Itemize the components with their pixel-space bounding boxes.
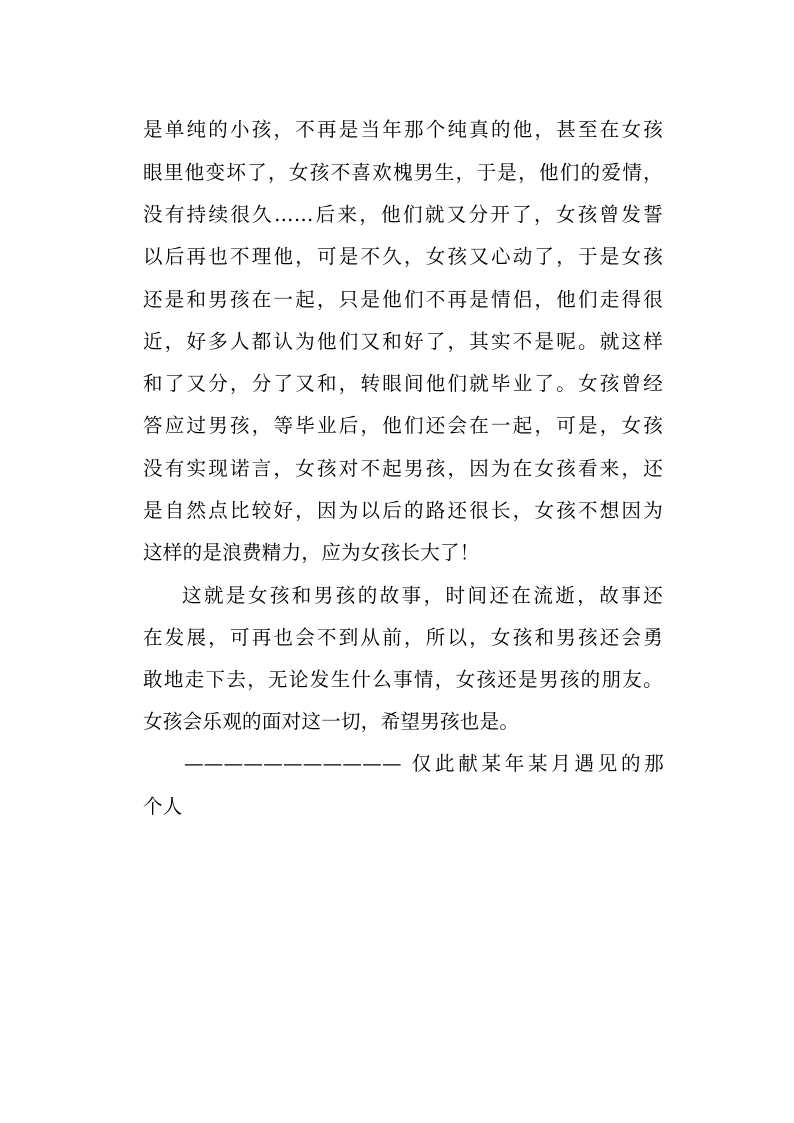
paragraph-1-line-3: 没有持续很久……后来，他们就又分开了，女孩曾发誓 [143,203,663,226]
paragraph-1-line-2: 眼里他变坏了，女孩不喜欢槐男生，于是，他们的爱情， [143,161,663,184]
paragraph-1-line-6: 近，好多人都认为他们又和好了，其实不是呢。就这样 [143,330,663,353]
paragraph-1-line-1: 是单纯的小孩，不再是当年那个纯真的他，甚至在女孩 [143,118,663,141]
paragraph-1-line-10: 是自然点比较好，因为以后的路还很长，女孩不想因为 [143,499,663,522]
paragraph-2-line-2: 在发展，可再也会不到从前，所以，女孩和男孩还会勇 [143,626,663,649]
paragraph-1-line-5: 还是和男孩在一起，只是他们不再是情侣，他们走得很 [143,288,663,311]
paragraph-1-line-11: 这样的是浪费精力，应为女孩长大了！ [143,541,480,564]
paragraph-1-line-9: 没有实现诺言，女孩对不起男孩，因为在女孩看来，还 [143,457,663,480]
dedication-line: ——————————— 仅此献某年某月遇见的那 [184,752,664,775]
paragraph-1-line-8: 答应过男孩，等毕业后，他们还会在一起，可是，女孩 [143,414,663,437]
paragraph-2-line-4: 女孩会乐观的面对这一切，希望男孩也是。 [143,710,520,733]
paragraph-1-line-4: 以后再也不理他，可是不久，女孩又心动了，于是女孩 [143,245,663,268]
paragraph-1-line-7: 和了又分，分了又和，转眼间他们就毕业了。女孩曾经 [143,372,663,395]
dedication-continuation: 个人 [143,795,183,818]
paragraph-2-line-3: 敢地走下去，无论发生什么事情，女孩还是男孩的朋友。 [143,668,663,691]
paragraph-2-line-1: 这就是女孩和男孩的故事，时间还在流逝，故事还 [182,584,663,607]
